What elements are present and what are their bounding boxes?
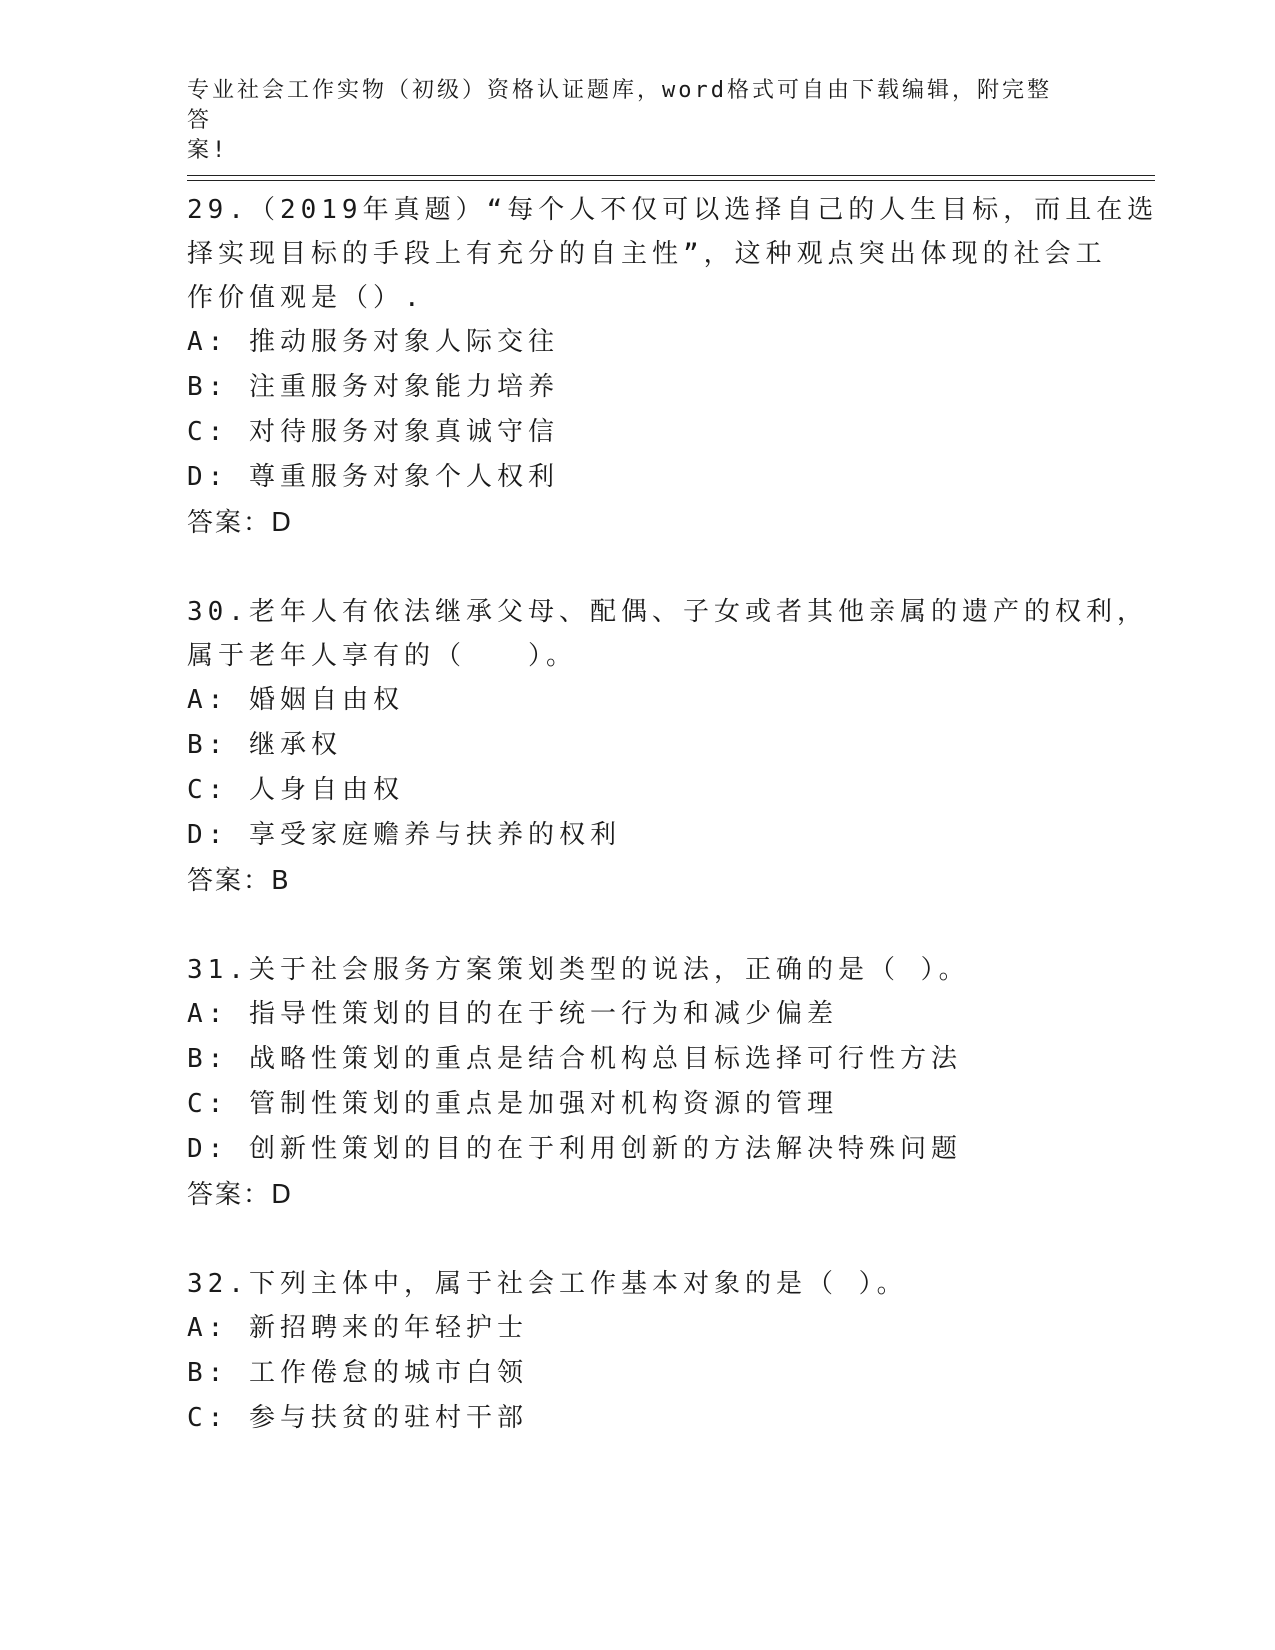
option-d: D: 创新性策划的目的在于利用创新的方法解决特殊问题 xyxy=(187,1134,962,1164)
question-text: 30.老年人有依法继承父母、配偶、子女或者其他亲属的遗产的权利， xyxy=(187,597,1148,627)
header-divider-top xyxy=(187,175,1155,176)
spacer xyxy=(187,546,1087,590)
option-a: A: 指导性策划的目的在于统一行为和减少偏差 xyxy=(187,999,838,1029)
option-a: A: 婚姻自由权 xyxy=(187,685,404,715)
question-text: 属于老年人享有的（ ）。 xyxy=(187,641,578,671)
question-30 xyxy=(187,590,1148,904)
question-list xyxy=(187,188,1159,1441)
question-32 xyxy=(187,1262,1087,1441)
question-text: 择实现目标的手段上有充分的自主性”，这种观点突出体现的社会工 xyxy=(187,239,1107,269)
question-text: 31.关于社会服务方案策划类型的说法，正确的是（ ）。 xyxy=(187,955,970,985)
question-text: 32.下列主体中，属于社会工作基本对象的是（ ）。 xyxy=(187,1269,908,1299)
answer: 答案：D xyxy=(187,508,294,538)
page-header xyxy=(187,76,1067,166)
header-line-1: 专业社会工作实物（初级）资格认证题库，word格式可自由下载编辑，附完整答 xyxy=(187,78,1052,133)
option-b: B: 继承权 xyxy=(187,730,342,760)
question-31 xyxy=(187,948,1087,1218)
option-a: A: 推动服务对象人际交往 xyxy=(187,327,559,357)
answer: 答案：D xyxy=(187,1180,294,1210)
spacer xyxy=(187,1218,1087,1262)
option-b: B: 注重服务对象能力培养 xyxy=(187,372,559,402)
option-b: B: 战略性策划的重点是结合机构总目标选择可行性方法 xyxy=(187,1044,962,1074)
header-line-2: 案! xyxy=(187,138,229,163)
option-c: C: 参与扶贫的驻村干部 xyxy=(187,1403,528,1433)
option-c: C: 管制性策划的重点是加强对机构资源的管理 xyxy=(187,1089,838,1119)
option-c: C: 对待服务对象真诚守信 xyxy=(187,417,559,447)
option-d: D: 尊重服务对象个人权利 xyxy=(187,462,559,492)
option-b: B: 工作倦怠的城市白领 xyxy=(187,1358,528,1388)
answer: 答案：B xyxy=(187,866,291,896)
question-29 xyxy=(187,188,1159,546)
option-a: A: 新招聘来的年轻护士 xyxy=(187,1313,528,1343)
question-text: 29.（2019年真题）“每个人不仅可以选择自己的人生目标，而且在选 xyxy=(187,195,1159,225)
option-d: D: 享受家庭赡养与扶养的权利 xyxy=(187,820,621,850)
header-divider-bottom xyxy=(187,180,1155,181)
question-text: 作价值观是（）. xyxy=(187,283,425,313)
spacer xyxy=(187,904,1087,948)
option-c: C: 人身自由权 xyxy=(187,775,404,805)
